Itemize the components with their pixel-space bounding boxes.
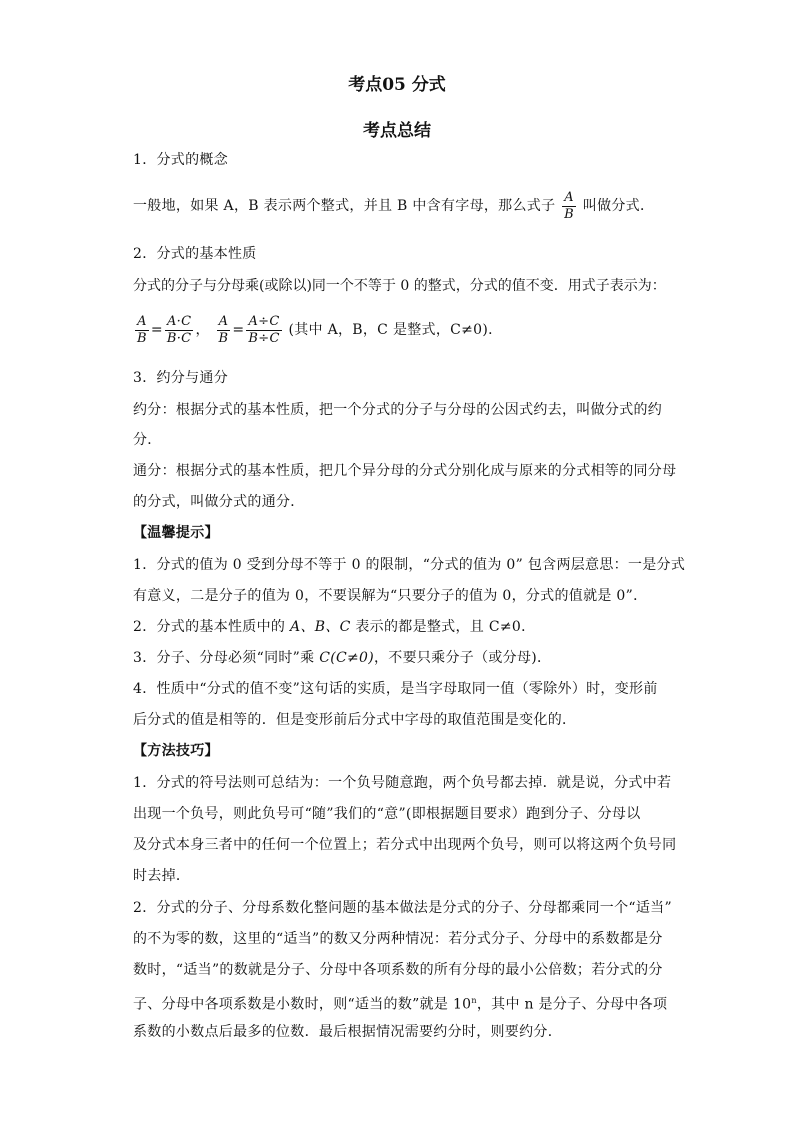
tips-line-4-text-a: 3．分子、分母必须“同时”乘 [133,650,315,666]
methods-line-8-text-a: 子、分母中各项系数是小数时，则“适当的数”就是 10 [133,996,472,1013]
tips-line-2: 有意义，二是分子的值为 0，不要误解为“只要分子的值为 0，分式的值就是 0”． [133,588,648,604]
methods-line-5: 2．分式的分子、分母系数化整问题的基本做法是分式的分子、分母都乘同一个“适当” [133,900,672,916]
fraction-denominator: B·C [166,330,192,346]
methods-line-7: 数时，“适当”的数就是分子、分母中各项系数的所有分母的最小公倍数；若分式的分 [133,962,663,978]
formula-fraction-3 [217,314,231,347]
section-heading-concept: 1．分式的概念 [133,152,229,168]
tips-line-1: 1．分式的值为 0 受到分母不等于 0 的限制，“分式的值为 0” 包含两层意思：一是分式 [133,557,686,573]
methods-line-3: 及分式本身三者中的任何一个位置上；若分式中出现两个负号，则可以将这两个负号同 [133,837,677,853]
tips-line-4-text-b: ，不要只乘分子（或分母)． [373,650,552,666]
property-text: 分式的分子与分母乘(或除以)同一个不等于 0 的整式，分式的值不变．用式子表示为： [133,278,666,294]
concept-text-a: 一般地，如果 A，B 表示两个整式，并且 B 中含有字母，那么式子 [133,198,556,214]
tips-line-4 [133,648,663,668]
methods-line-8 [133,991,668,1015]
methods-line-9: 系数的小数点后最多的位数．最后根据情况需要约分时，则要约分． [133,1024,562,1040]
methods-line-8-text-b: ，其中 n 是分子、分母中各项 [476,996,668,1013]
page-title: 考点05 分式 [348,75,446,95]
reduction-line-3: 通分：根据分式的基本性质，把几个异分母的分式分别化成与原来的分式相等的同分母 [133,463,677,479]
tips-line-3-text-a: 2．分式的基本性质中的 [133,619,286,635]
tips-line-3-text-b: 表示的都是整式，且 C≠0． [355,619,536,635]
fraction-denominator: B÷C [248,330,280,346]
fraction-numerator: A [217,314,231,331]
tips-line-5: 4．性质中“分式的值不变”这句话的实质，是当字母取同一值（零除外）时，变形前 [133,681,658,697]
formula-comma: ， [195,322,210,338]
concept-text-b: 叫做分式． [582,198,655,214]
fraction-a-over-b [562,190,576,223]
reduction-line-2: 分． [133,432,162,448]
formula-fraction-2 [165,314,194,347]
fraction-numerator: A [135,314,149,331]
fraction-denominator: B [218,330,229,346]
property-formula [133,310,663,350]
methods-line-1: 1．分式的符号法则可总结为：一个负号随意跑，两个负号都去掉．就是说，分式中若 [133,775,672,791]
concept-definition [133,186,663,226]
methods-line-2: 出现一个负号，则此负号可“随”我们的“意”(即根据题目要求）跑到分子、分母以 [133,806,641,822]
methods-heading: 【方法技巧】 [133,743,219,759]
section-heading-reduction: 3．约分与通分 [133,370,229,386]
equals-sign: = [150,322,163,338]
tips-line-3-variables: A、B、C [289,619,351,635]
fraction-denominator: B [137,330,147,346]
fraction-denominator: B [564,206,575,222]
tips-heading: 【温馨提示】 [133,525,219,541]
page-subtitle: 考点总结 [363,121,431,141]
methods-line-4: 时去掉． [133,868,191,884]
formula-fraction-4 [246,314,281,347]
formula-fraction-1 [135,314,149,347]
methods-line-8-superscript: n [471,996,477,1005]
section-heading-property: 2．分式的基本性质 [133,246,257,262]
tips-line-6: 后分式的值是相等的．但是变形前后分式中字母的取值范围是变化的． [133,712,577,728]
formula-note: (其中 A，B，C 是整式，C≠0)． [288,322,503,338]
fraction-numerator: A·C [165,314,194,331]
fraction-numerator: A÷C [246,314,281,331]
methods-line-6: 的不为零的数，这里的“适当”的数又分两种情况：若分式分子、分母中的系数都是分 [133,931,663,947]
tips-line-4-variable: C(C≠0) [319,650,374,666]
reduction-line-1: 约分：根据分式的基本性质，把一个分式的分子与分母的公因式约去，叫做分式的约 [133,402,663,418]
reduction-line-4: 的分式，叫做分式的通分． [133,494,305,510]
fraction-numerator: A [562,190,576,207]
tips-line-3 [133,617,663,637]
equals-sign: = [232,322,245,338]
